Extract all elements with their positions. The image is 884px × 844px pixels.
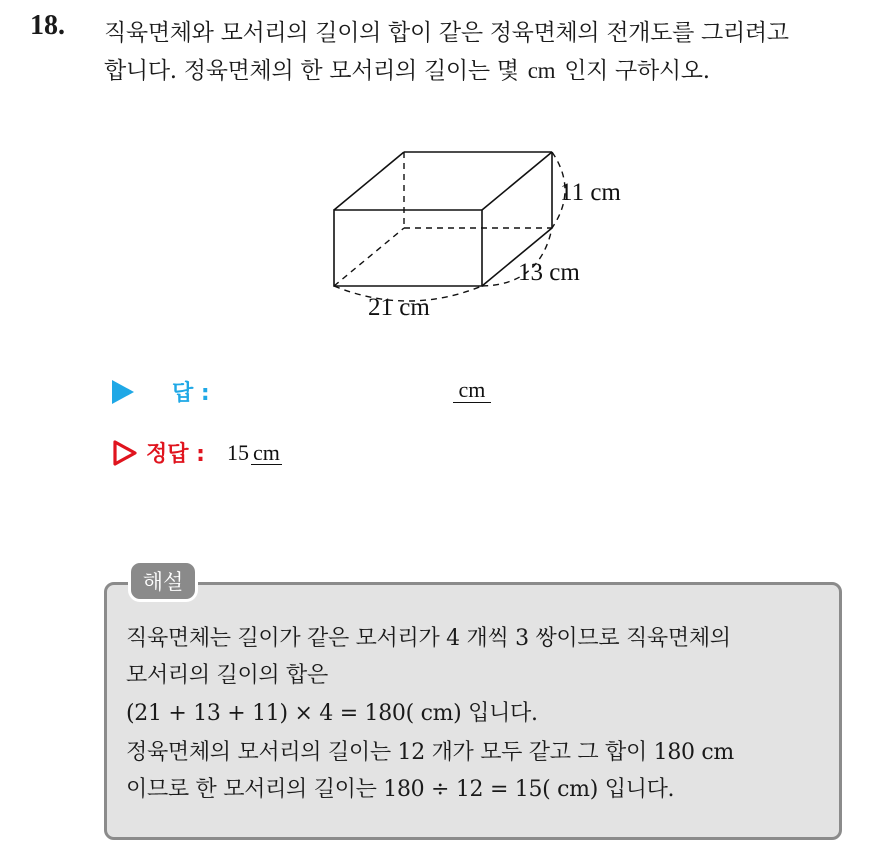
cuboid-top-right-edge xyxy=(482,152,552,210)
answer-label: 답 : xyxy=(172,381,210,406)
correct-answer-value-group xyxy=(227,440,282,466)
question-text-line2 xyxy=(104,52,710,85)
explanation-tag: 해설 xyxy=(128,560,198,602)
correct-answer-value: 15 xyxy=(226,439,249,465)
correct-answer-label: 정답 : xyxy=(146,442,205,467)
height-label: 11 cm xyxy=(560,179,621,206)
question-text-line2-post: 인지 구하시오. xyxy=(557,58,710,84)
question-text-line2-pre: 합니다. 정육면체의 한 모서리의 길이는 몇 xyxy=(104,58,526,84)
width-label: 21 cm xyxy=(368,294,430,321)
outline-arrow-icon xyxy=(112,439,138,467)
cuboid-top-left-edge xyxy=(334,152,404,210)
cuboid-figure xyxy=(320,140,640,330)
explanation-line-2: 모서리의 길이의 합은 xyxy=(126,663,328,688)
correct-answer-unit: cm xyxy=(252,439,280,465)
question-text-line1: 직육면체와 모서리의 길이의 합이 같은 정육면체의 전개도를 그리려고 xyxy=(104,20,789,46)
explanation-line-4: 정육면체의 모서리의 길이는 12 개가 모두 같고 그 합이 180 cm xyxy=(126,740,734,765)
explanation-line-3: (21 + 13 + 11) × 4 = 180( cm) 입니다. xyxy=(126,701,538,726)
play-arrow-icon xyxy=(112,380,134,404)
question-unit: cm xyxy=(527,58,556,83)
question-number: 18. xyxy=(30,10,65,41)
explanation-line-5: 이므로 한 모서리의 길이는 180 ÷ 12 = 15( cm) 입니다. xyxy=(126,777,675,802)
answer-blank-unit[interactable]: cm xyxy=(453,378,491,403)
depth-label: 13 cm xyxy=(518,259,580,286)
cuboid-front-face xyxy=(334,210,482,286)
explanation-line-1: 직육면체는 길이가 같은 모서리가 4 개씩 3 쌍이므로 직육면체의 xyxy=(126,626,731,651)
cuboid-hidden-bottom-left xyxy=(334,228,404,286)
correct-answer-row xyxy=(112,437,282,468)
answer-row xyxy=(112,376,210,407)
